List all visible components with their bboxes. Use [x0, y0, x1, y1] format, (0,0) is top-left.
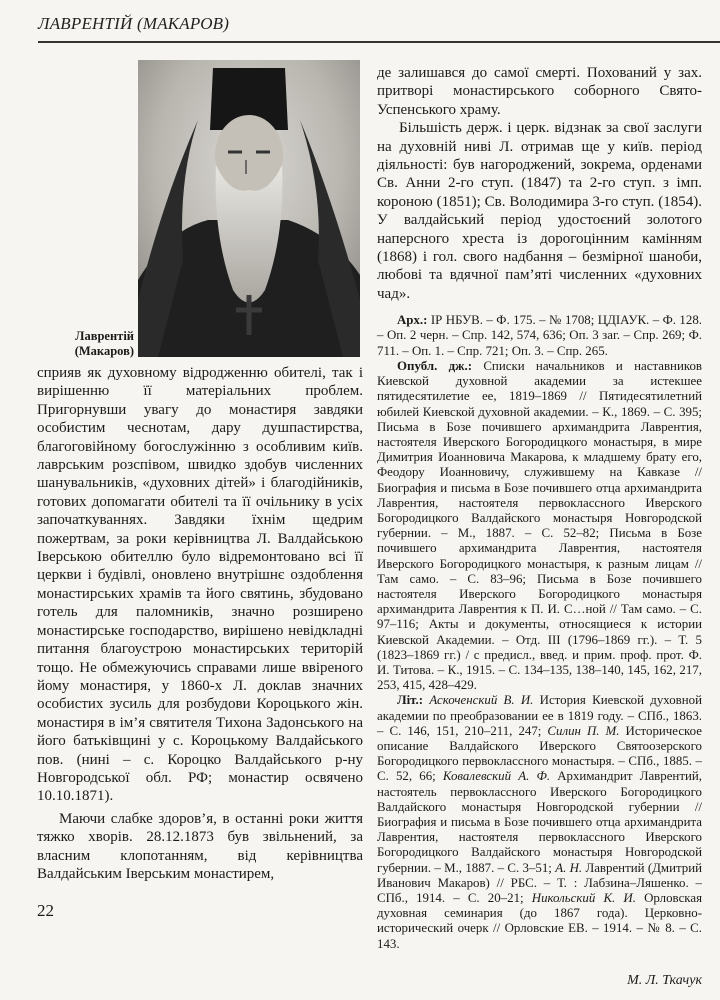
page-number: 22 [37, 901, 54, 921]
body-paragraph: Маючи слабке здоров’я, в останні роки життя тяжко хворів. 28.12.1873 був звільнений, за власним клопотанням, від керівництва Валдайським Іверським монастирем, [37, 810, 363, 882]
left-column-text [37, 364, 363, 921]
literature-author: А. Н. [555, 860, 583, 875]
body-paragraph: Більшість держ. і церк. відзнак за свої заслуги на духовній ниві Л. отримав ще у київ. період діяльності: був нагороджений, зокрема, орденами Св. Анни 2-го ступ. (1847) та 2-го ступ. з імп. короною (1851); Св. Володимира 3-го ступ. (1854). У валдайський період удостоєний золотого наперсного хреста із дорогоцінним камінням (1868) і гол. свого надбання – безмірної шаноби, любові та вдячної пам’яті численних «духовних чад». [377, 120, 702, 302]
archives-text: ІР НБУВ. – Ф. 175. – № 1708; ЦДІАУК. – Ф. 128. – Оп. 2 черн. – Спр. 142, 574, 636; Оп. 3 заг. – Спр. 269; Ф. 711. – Оп. 1. – Спр. 721; Оп. 3. – Спр. 265. [377, 313, 702, 358]
author-signature: М. Л. Ткачук [627, 972, 702, 988]
published-sources-label: Опубл. дж.: [397, 358, 473, 373]
right-column-text [377, 64, 702, 990]
literature-author: Никольский К. И. [531, 891, 636, 905]
literature-author: Аскоченский В. И. [423, 693, 534, 708]
literature-text: Лаврентий (Дмитрий Иванович Макаров) // РБС. – Т. : Лабзина–Ляшенко. – СПб., 1914. – С. 20–21; [377, 860, 702, 905]
literature-reference [377, 693, 702, 951]
archives-reference [377, 313, 702, 359]
references-section [377, 313, 702, 952]
literature-text: Орловская духовная семинария (до 1867 года). Церковно-исторический очерк // Орловские ЕВ. – 1914. – № 8. – С. 143. [377, 891, 703, 951]
body-paragraph: сприяв як духовному відродженню обителі, так і вирішенню її матеріальних проблем. Пригорнувши увагу до монастиря завдяки особистим чеснотам, дару душпастирства, благоговійному богослужінню з особливим київ. лаврським розспівом, швидко здобув численних шанувальників, «духовних дітей» і благодійників, готових допомагати обителі та її очільнику в усіх започаткуваннях. Завдяки їхнім щедрим пожертвам, за роки керівництва Л. Валдайською Іверською обителлю було відремонтовано всі її церкви і будівлі, оновлено внутрішнє оздоблення монастирських храмів та його святинь, збудовано готель для паломників, значно розширено монастирське господарство, вирішено невідкладні питання благоустрою монастирських територій тощо. Не обмежуючись справами лише ввіреного йому монастиря, у 1860-х Л. доклав значних особистих зусиль для розбудови Короцького жін. монастиря в ім’я святителя Тихона Задонського на його батьківщині у с. Короцькому Валдайського пов. (нині – с. Короцко Валдайського р-ну Новгородської обл. РФ; монастир освячено 10.10.1871). [37, 365, 363, 805]
portrait-engraving [138, 60, 360, 357]
published-sources-reference [377, 359, 702, 693]
figure-caption [52, 329, 134, 358]
body-paragraph: де залишався до самої смерті. Похований у зах. притворі монастирського соборного Свято-Успенського храму. [377, 65, 702, 118]
literature-text: Архимандрит Лаврентий, настоятель первоклассного Иверского Богородицкого Валдайского монастыря Новгородской губернии // Биография и письма в Бозе почившего отца архимандрита Лаврентия, настоятеля первоклассного Иверского Богородицкого Валдайского монастыря Новгородской губернии. – М., 1887. – С. 3–51; [377, 769, 702, 875]
literature-text: История Киевской духовной академии по преобразовании ее в 1819 году. – СПб., 1863. – С. 146, 151, 210–211, 247; [377, 693, 702, 738]
literature-label: Літ.: [397, 693, 424, 708]
running-head-title: ЛАВРЕНТІЙ (МАКАРОВ) [38, 14, 230, 33]
literature-author: Силин П. М. [547, 723, 620, 738]
header-rule [38, 41, 720, 43]
literature-author: Ковалевский А. Ф. [442, 769, 551, 784]
caption-name: Лаврентій [75, 329, 134, 343]
literature-text: Историческое описание Валдайского Иверского Святоозерского Богородицкого первоклассного монастыря. – СПб., 1885. – С. 52, 66; [377, 723, 702, 784]
published-sources-text: Списки начальников и наставников Киевской духовной академии за истекшее пятидесятилетие ее, 1819–1869 // Пятидесятилетний юбилей Киевской духовной академии. – К., 1869. – С. 395; Письма в Бозе почившего архимандрита Лаврентия, настоятеля Иверского Богородицкого монастыря, в мире Димитрия Иоанновича Макарова, к младшему брату его, Феодору Иоанновичу, служившему на Кавказе // Биография и письма в Бозе почившего отца архимандрита Лаврентия, настоятеля первоклассного Иверского Богородицкого Валдайского монастыря Новгородской губернии. – М., 1887. – С. 52–82; Письма в Бозе почившего архимандрита Лаврентия, настоятеля Иверского Богородицкого монастыря, к разным лицам // Там само. – С. 83–96; Письма в Бозе почившего настоятеля Иверского Богородицкого монастыря архимандрита Лаврентия к П. И. С…ной // Там само. – С. 97–116; Акты и документы, относящиеся к истории Киевской Академии. – Отд. III (1796–1869 гг.). – Т. 5 (1823–1869 гг.) / с предисл., введ. и прим. проф. прот. Ф. И. Титова. – К., 1915. – С. 134–135, 138–140, 145, 162, 217, 253, 415, 428–429. [377, 358, 702, 693]
caption-surname: (Макаров) [74, 343, 134, 358]
archives-label: Арх.: [397, 313, 428, 328]
